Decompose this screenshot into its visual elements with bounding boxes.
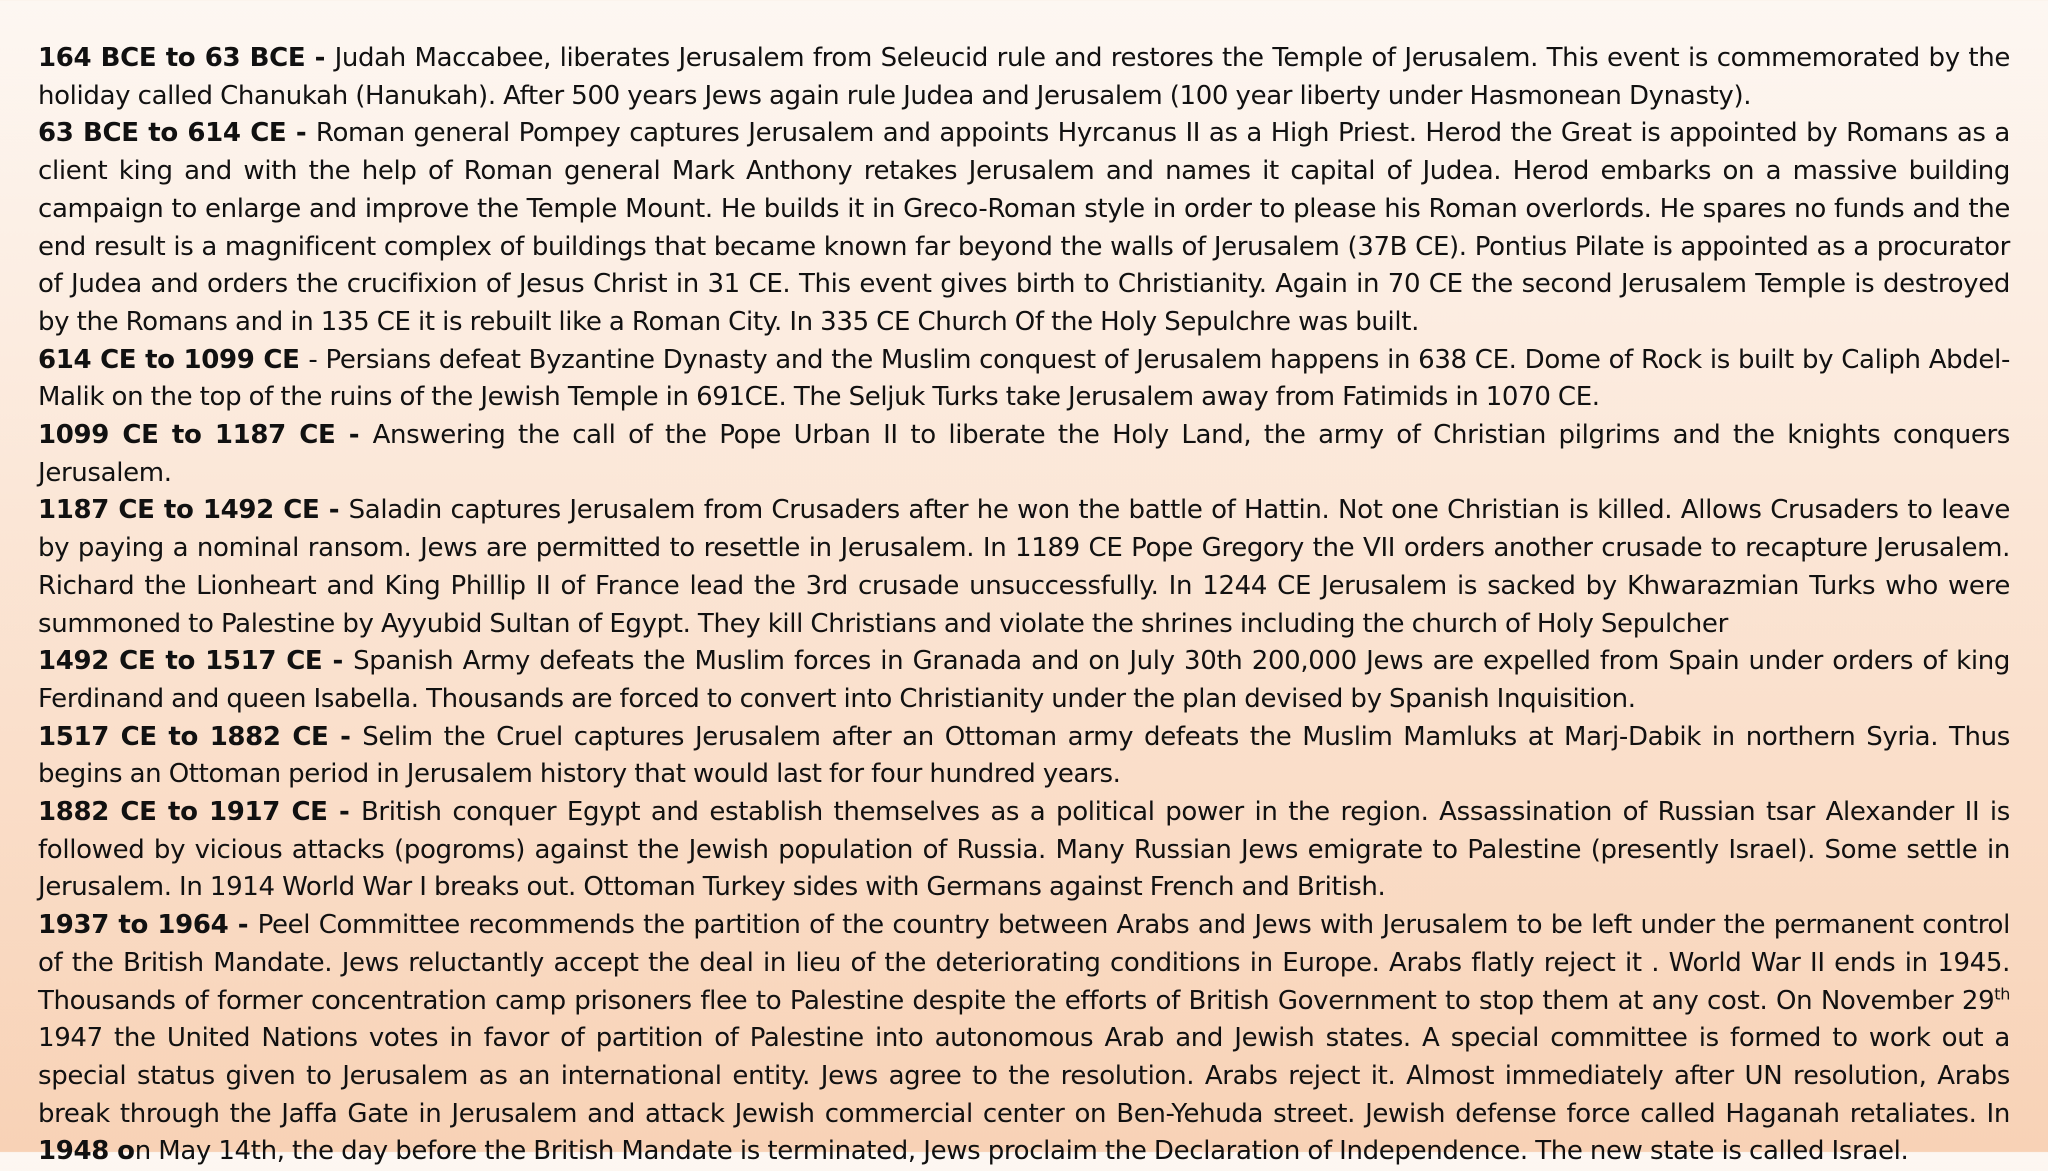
timeline-entry-1517ce (38, 719, 2010, 794)
timeline-entry-1492ce (38, 643, 2010, 718)
entry-text: Answering the call of the Pope Urban II to liberate the Holy Land, the army of Christian pilgrims and the knights conquers Jerusalem. (38, 420, 2011, 488)
entry-text: Selim the Cruel captures Jerusalem after an Ottoman army defeats the Muslim Mamluks at Marj-Dabik in northern Syria. Thus begins an Ottoman period in Jerusalem history that would last for four hundred years. (38, 721, 2010, 790)
year-1948-label: 1948 o (38, 1136, 135, 1167)
period-label: 1099 CE to 1187 CE - (38, 420, 373, 451)
period-label: 63 BCE to 614 CE - (38, 118, 316, 149)
period-label: 164 BCE to 63 BCE - (38, 43, 335, 73)
period-label: 1882 CE to 1917 CE - (38, 797, 361, 828)
entry-text: Judah Maccabee, liberates Jerusalem from Seleucid rule and restores the Temple of Jerusalem. This event is commemorated by the holiday called Chanukah (Hanukah). After 500 years Jews again rule Judea and Jerusalem (100 year liberty under Hasmonean Dynasty). (38, 43, 2010, 111)
entry-text: Peel Committee recommends the partition of the country between Arabs and Jews with Jerusalem to be left under the permanent control of the British Mandate. Jews reluctantly accept the deal in lieu of the deteriorating conditions in Europe. Arabs flatly reject it . World War II ends in 1945. Thousands of former concentration camp prisoners flee to Palestine despite the efforts of British Government to stop them at any cost. On November 29 (38, 910, 2010, 1016)
timeline-entry-1937 (38, 907, 2010, 1171)
entry-text: British conquer Egypt and establish themselves as a political power in the region. Assassination of Russian tsar Alexander II is followed by vicious attacks (pogroms) against the Jewish population of Russia. Many Russian Jews emigrate to Palestine (presently Israel). Some settle in Jerusalem. In 1914 World War I breaks out. Ottoman Turkey sides with Germans against French and British. (38, 797, 2011, 903)
period-label: 614 CE to 1099 CE (38, 344, 309, 375)
timeline-entry-1099ce (38, 417, 2010, 492)
entry-text: - Persians defeat Byzantine Dynasty and the Muslim conquest of Jerusalem happens in 638 CE. Dome of Rock is built by Caliph Abdel-Malik on the top of the ruins of the Jewish Temple in 691CE. The Seljuk Turks take Jerusalem away from Fatimids in 1070 CE. (38, 344, 2010, 413)
entry-text: Saladin captures Jerusalem from Crusaders after he won the battle of Hattin. Not one Christian is killed. Allows Crusaders to leave by paying a nominal ransom. Jews are permitted to resettle in Jerusalem. In 1189 CE Pope Gregory the VII orders another crusade to recapture Jerusalem. Richard the Lionheart and King Phillip II of France lead the 3rd crusade unsuccessfully. In 1244 CE Jerusalem is sacked by Khwarazmian Turks who were summoned to Palestine by Ayyubid Sultan of Egypt. They kill Christians and violate the shrines including the church of Holy Sepulcher (38, 495, 2010, 639)
timeline-entry-164bce (38, 40, 2010, 115)
period-label: 1937 to 1964 - (38, 910, 258, 941)
timeline-document (38, 40, 2010, 1171)
ordinal-superscript: th (1994, 983, 2010, 1003)
timeline-entry-1187ce (38, 492, 2010, 643)
period-label: 1492 CE to 1517 CE - (38, 646, 354, 677)
entry-text: Roman general Pompey captures Jerusalem and appoints Hyrcanus II as a High Priest. Herod the Great is appointed by Romans as a client king and with the help of Roman general Mark Anthony retakes Jerusalem and names it capital of Judea. Herod embarks on a massive building campaign to enlarge and improve the Temple Mount. He builds it in Greco-Roman style in order to please his Roman overlords. He spares no funds and the end result is a magnificent complex of buildings that became known far beyond the walls of Jerusalem (37B CE). Pontius Pilate is appointed as a procurator of Judea and orders the crucifixion of Jesus Christ in 31 CE. This event gives birth to Christianity. Again in 70 CE the second Jerusalem Temple is destroyed by the Romans and in 135 CE it is rebuilt like a Roman City. In 335 CE Church Of the Holy Sepulchre was built. (38, 118, 2010, 337)
entry-text-end: n May 14th, the day before the British Mandate is terminated, Jews proclaim the Declaration of Independence. The new state is called Israel. (134, 1136, 1909, 1167)
period-label: 1517 CE to 1882 CE - (38, 721, 363, 752)
timeline-entry-1882ce (38, 794, 2010, 907)
entry-text: Spanish Army defeats the Muslim forces in Granada and on July 30th 200,000 Jews are expelled from Spain under orders of king Ferdinand and queen Isabella. Thousands are forced to convert into Christianity under the plan devised by Spanish Inquisition. (38, 646, 2010, 714)
timeline-entry-614ce (38, 342, 2010, 417)
timeline-entry-63bce (38, 115, 2010, 341)
period-label: 1187 CE to 1492 CE - (38, 495, 349, 526)
entry-text-continued: 1947 the United Nations votes in favor of partition of Palestine into autonomous Arab and Jewish states. A special committee is formed to work out a special status given to Jerusalem as an international entity. Jews agree to the resolution. Arabs reject it. Almost immediately after UN resolution, Arabs break through the Jaffa Gate in Jerusalem and attack Jewish commercial center on Ben-Yehuda street. Jewish defense force called Haganah retaliates. In (38, 1023, 2010, 1129)
